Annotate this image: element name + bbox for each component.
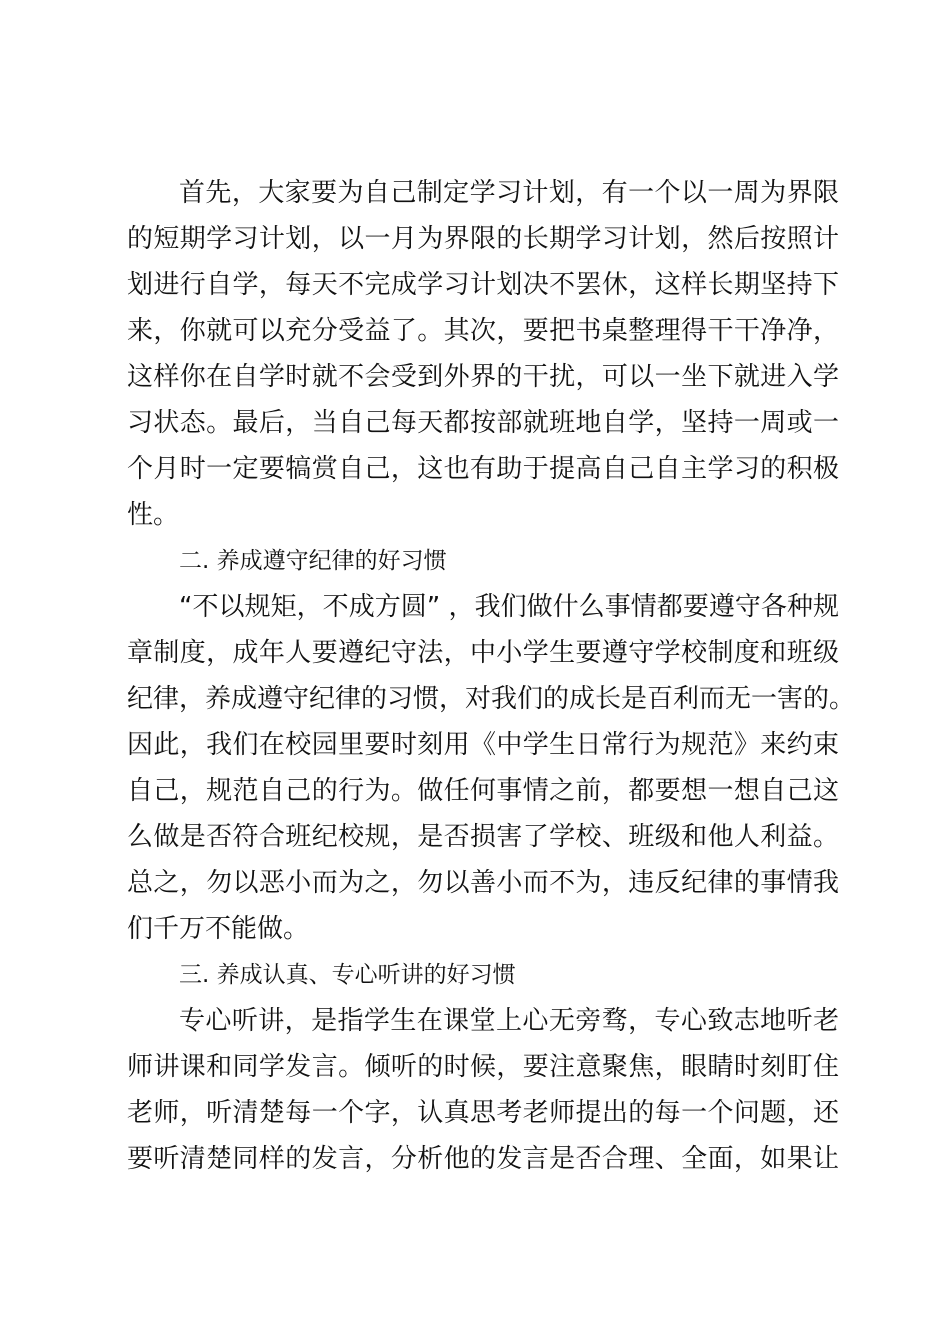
section-heading-discipline: 二. 养成遵守纪律的好习惯 bbox=[179, 548, 447, 574]
text-line: 总之，勿以恶小而为之，勿以善小而不为，违反纪律的事情我 bbox=[127, 868, 839, 898]
text-line: 自己，规范自己的行为。做任何事情之前，都要想一想自己这 bbox=[127, 776, 839, 806]
text-line: 师讲课和同学发言。倾听的时候，要注意聚焦，眼睛时刻盯住 bbox=[127, 1052, 839, 1082]
paragraph-listening bbox=[127, 998, 839, 1182]
text-line: 要听清楚同样的发言，分析他的发言是否合理、全面，如果让 bbox=[127, 1144, 839, 1174]
text-line: 么做是否符合班纪校规，是否损害了学校、班级和他人利益。 bbox=[127, 822, 839, 852]
document-body bbox=[127, 170, 856, 1182]
text-line: 老师，听清楚每一个字，认真思考老师提出的每一个问题，还 bbox=[127, 1098, 839, 1128]
text-line: 纪律，养成遵守纪律的习惯，对我们的成长是百利而无一害的。 bbox=[127, 684, 856, 714]
text-line: 专心听讲，是指学生在课堂上心无旁骛，专心致志地听老 bbox=[179, 1006, 839, 1036]
text-line: 性。 bbox=[127, 500, 180, 530]
text-line: 这样你在自学时就不会受到外界的干扰，可以一坐下就进入学 bbox=[127, 362, 839, 392]
text-line: 来，你就可以充分受益了。其次，要把书桌整理得干干净净， bbox=[127, 316, 839, 346]
paragraph-study-plan bbox=[127, 170, 839, 538]
text-line: 首先，大家要为自己制定学习计划，有一个以一周为界限 bbox=[179, 178, 839, 208]
text-line: 习状态。最后，当自己每天都按部就班地自学，坚持一周或一 bbox=[127, 408, 839, 438]
text-line: “不以规矩，不成方圆” ，我们做什么事情都要遵守各种规 bbox=[179, 592, 839, 622]
section-heading-listening: 三. 养成认真、专心听讲的好习惯 bbox=[179, 962, 516, 988]
paragraph-discipline bbox=[127, 584, 856, 952]
text-line: 个月时一定要犒赏自己，这也有助于提高自己自主学习的积极 bbox=[127, 454, 839, 484]
text-line: 的短期学习计划，以一月为界限的长期学习计划，然后按照计 bbox=[127, 224, 839, 254]
text-line: 划进行自学，每天不完成学习计划决不罢休，这样长期坚持下 bbox=[127, 270, 839, 300]
text-line: 因此，我们在校园里要时刻用《中学生日常行为规范》来约束 bbox=[127, 730, 839, 760]
text-line: 章制度，成年人要遵纪守法，中小学生要遵守学校制度和班级 bbox=[127, 638, 839, 668]
text-line: 们千万不能做。 bbox=[127, 914, 310, 944]
